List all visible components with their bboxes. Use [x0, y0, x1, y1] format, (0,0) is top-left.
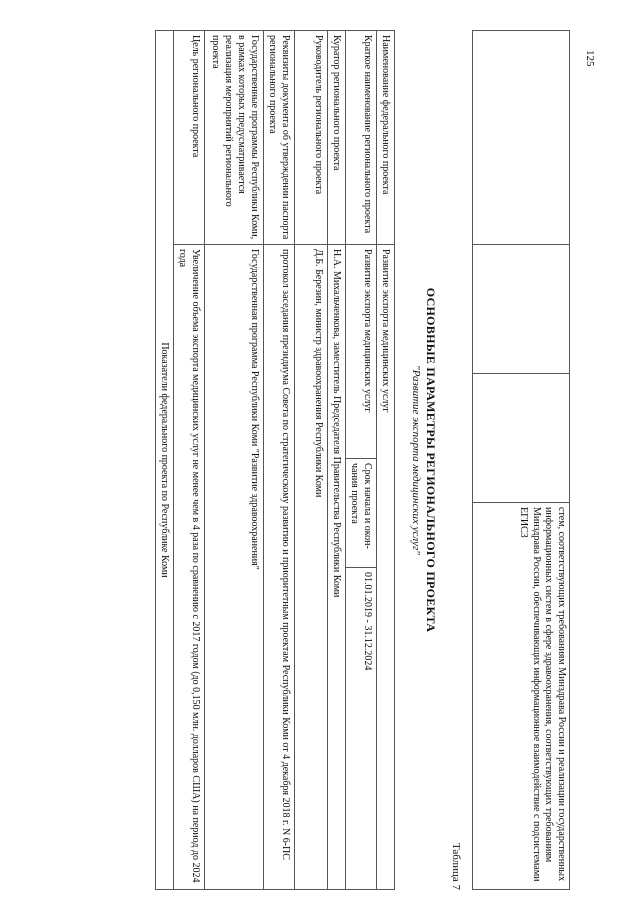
document-subtitle: "Развитие экспорта медицинских услуг" [410, 365, 422, 555]
continuation-empty-cell [473, 245, 570, 374]
continuation-empty-cell [473, 31, 570, 245]
page-number: 125 [584, 50, 596, 67]
project-parameters-table [155, 30, 395, 890]
curator-label: Куратор регионального проекта [328, 31, 346, 245]
table-label: Таблица 7 [450, 842, 462, 890]
goal-label: Цель регионального проекта [174, 31, 205, 245]
curator-value: Н.А. Михальченкова, заместитель Председателя Правительства Республики Коми [328, 245, 346, 890]
federal-name-label: Наименование федерального проекта [377, 31, 395, 245]
table-row [174, 31, 205, 890]
table-row [377, 31, 395, 890]
table-row [264, 31, 295, 890]
head-label: Руководитель регионального проекта [295, 31, 328, 245]
short-name-value: Развитие экспорта медицинских услуг [346, 245, 377, 459]
head-value: Д.Б. Березин, министр здравоохранения Республики Коми [295, 245, 328, 890]
rotated-page-content [50, 30, 570, 890]
document-title: ОСНОВНЫЕ ПАРАМЕТРЫ РЕГИОНАЛЬНОГО ПРОЕКТА [424, 287, 438, 633]
table-row [156, 31, 174, 890]
goal-value: Увеличение объема экспорта медицинских услуг не менее чем в 4 раза по сравнению с 2017 годом (до 0,150 млн. долларов США) на период до 2024 года [174, 245, 205, 890]
table-row [205, 31, 264, 890]
table-row [328, 31, 346, 890]
continuation-table [472, 30, 570, 890]
federal-name-value: Развитие экспорта медицинских услуг [377, 245, 395, 890]
requisites-label: Реквизиты документа об утверждении паспорта регионального проекта [264, 31, 295, 245]
short-name-label: Краткое наименование регионального проекта [346, 31, 377, 245]
continuation-empty-cell [473, 374, 570, 503]
continuation-text-cell: стем, соответствующих требованиям Минздрава России и реализации государственных информационных систем в сфере здравоохранения, соответствующих требованиям Минздрава России, обеспечивающих информационное взаимодействие с подсистемами ЕГИСЗ [473, 503, 570, 890]
table-row [346, 31, 377, 890]
requisites-value: протокол заседания президиума Совета по стратегическому развитию и приоритетным проектам Республики Коми от 4 декабря 2018 г. N 6-ПС [264, 245, 295, 890]
term-value: 01.01.2019 - 31.12.2024 [346, 568, 377, 890]
table-row [295, 31, 328, 890]
indicators-heading: Показатели федерального проекта по Республике Коми [156, 31, 174, 890]
programs-label: Государственные программы Республики Коми, в рамках которых предусматривается реализация мероприятий регионального проекта [205, 31, 264, 245]
programs-value: Государственная программа Республики Коми "Развитие здравоохранения" [205, 245, 264, 890]
term-label: Срок начала и окон-чания проекта [346, 459, 377, 568]
